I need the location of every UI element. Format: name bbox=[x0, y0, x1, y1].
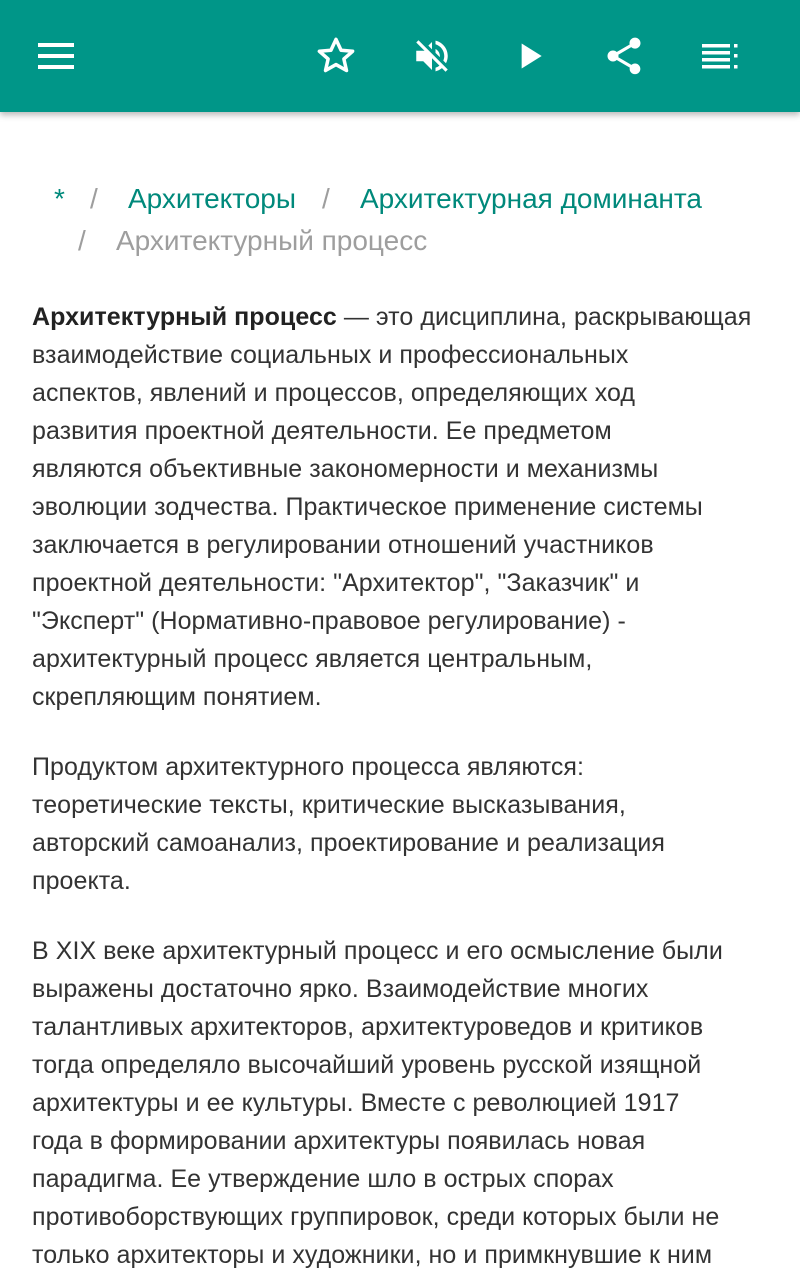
article-text-line: заключается в регулировании отношений участников bbox=[32, 531, 654, 559]
article-text-line: эволюции зодчества. Практическое применение системы bbox=[32, 493, 703, 521]
article-text-line: выражены достаточно ярко. Взаимодействие многих bbox=[32, 975, 649, 1003]
article-text-line: являются объективные закономерности и механизмы bbox=[32, 455, 659, 483]
breadcrumb-separator: / bbox=[322, 183, 330, 214]
article-text-line: противоборствующих группировок, среди которых были не bbox=[32, 1203, 720, 1231]
breadcrumb-home-link[interactable]: * bbox=[54, 183, 65, 214]
article-body bbox=[32, 298, 772, 1280]
breadcrumb-link-architects[interactable]: Архитекторы bbox=[128, 183, 296, 214]
article-text-line: скрепляющим понятием. bbox=[32, 683, 322, 711]
article-term: Архитектурный процесс bbox=[32, 303, 337, 331]
play-icon bbox=[510, 36, 550, 76]
article-content bbox=[0, 112, 800, 1280]
article-text-line: архитектуры и ее культуры. Вместе с революцией 1917 bbox=[32, 1089, 680, 1117]
article-paragraph-2 bbox=[32, 748, 772, 900]
contents-button[interactable] bbox=[692, 28, 748, 84]
mute-button[interactable] bbox=[404, 28, 460, 84]
breadcrumb-separator: / bbox=[90, 183, 98, 214]
article-text-line: архитектурный процесс является центральным, bbox=[32, 645, 593, 673]
article-text-line: — это дисциплина, раскрывающая bbox=[336, 303, 752, 331]
article-text-line: тогда определяло высочайший уровень русской изящной bbox=[32, 1051, 702, 1079]
article-paragraph-3 bbox=[32, 932, 772, 1274]
article-text-line: проектной деятельности: "Архитектор", "Заказчик" и bbox=[32, 569, 640, 597]
article-text-line: проекта. bbox=[32, 867, 131, 895]
breadcrumb bbox=[0, 178, 800, 262]
article-text-line: талантливых архитекторов, архитектуроведов и критиков bbox=[32, 1013, 704, 1041]
article-paragraph-1 bbox=[32, 298, 772, 716]
article-text-line: Продуктом архитектурного процесса являются: bbox=[32, 753, 585, 781]
menu-icon bbox=[36, 36, 76, 76]
article-text-line: взаимодействие социальных и профессиональных bbox=[32, 341, 629, 369]
app-toolbar bbox=[0, 0, 800, 112]
article-text-line: только архитекторы и художники, но и примкнувшие к ним bbox=[32, 1241, 713, 1269]
volume-off-icon bbox=[411, 35, 453, 77]
article-text-line: аспектов, явлений и процессов, определяющих ход bbox=[32, 379, 636, 407]
breadcrumb-link-dominant[interactable]: Архитектурная доминанта bbox=[360, 183, 702, 214]
share-icon bbox=[602, 34, 646, 78]
play-button[interactable] bbox=[502, 28, 558, 84]
menu-button[interactable] bbox=[28, 28, 84, 84]
bookmark-button[interactable] bbox=[308, 28, 364, 84]
list-icon bbox=[700, 36, 740, 76]
article-text-line: В XIX веке архитектурный процесс и его осмысление были bbox=[32, 937, 723, 965]
share-button[interactable] bbox=[596, 28, 652, 84]
star-icon bbox=[315, 35, 357, 77]
article-text-line: парадигма. Ее утверждение шло в острых спорах bbox=[32, 1165, 614, 1193]
article-text-line: авторский самоанализ, проектирование и реализация bbox=[32, 829, 665, 857]
breadcrumb-current-page: Архитектурный процесс bbox=[116, 225, 428, 256]
article-text-line: "Эксперт" (Нормативно-правовое регулирование) - bbox=[32, 607, 626, 635]
article-text-line: теоретические тексты, критические высказывания, bbox=[32, 791, 626, 819]
article-text-line: года в формировании архитектуры появилась новая bbox=[32, 1127, 646, 1155]
breadcrumb-separator: / bbox=[78, 225, 86, 256]
article-text-line: развития проектной деятельности. Ее предметом bbox=[32, 417, 612, 445]
